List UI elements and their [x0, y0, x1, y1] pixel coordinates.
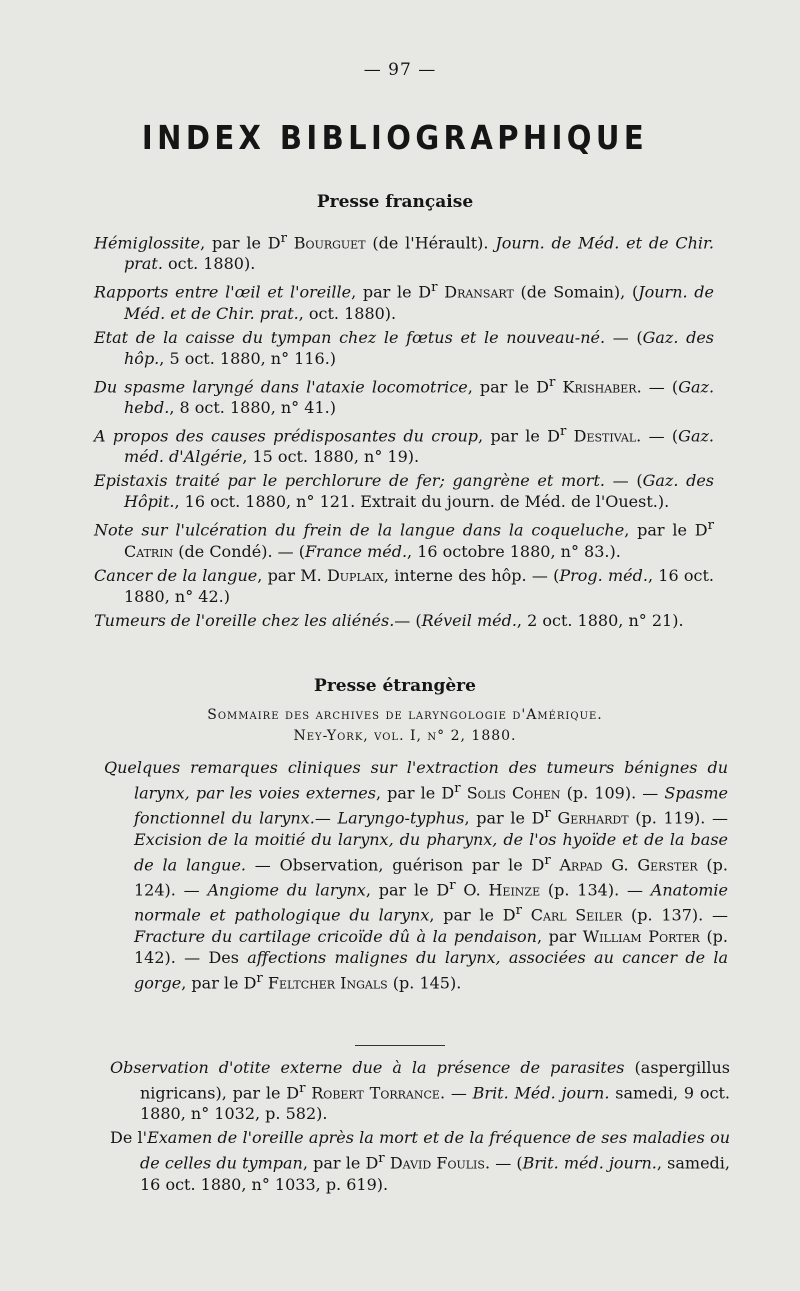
archive-subtitle: Sommaire des archives de laryngologie d'Amérique.: [207, 707, 603, 723]
bib-entry: Tumeurs de l'oreille chez les aliénés.— (Réveil méd., 2 oct. 1880, n° 21).: [94, 610, 684, 630]
separator-rule: [355, 1045, 445, 1046]
bib-entry: Du spasme laryngé dans l'ataxie locomotrice, par le $D^r$ Krishaber. — (Gaz. hebd., 8 oct. 1880, n° 41.): [94, 374, 715, 417]
bib-entry: Epistaxis traité par le perchlorure de fer; gangrène et mort. — (Gaz. des Hôpit., 16 oct. 1880, n° 121. Extrait du journ. de Méd. de l'Ouest.).: [94, 471, 714, 512]
french-entries: [94, 228, 714, 634]
bib-entry: Observation d'otite externe due à la présence de parasites (aspergillus nigricans), par le $D^r$ Robert Torrance. — Brit. Méd. journ. samedi, 9 oct. 1880, n° 1032, p. 582).: [110, 1058, 730, 1124]
section-heading-foreign: Presse étrangère: [314, 676, 476, 696]
archive-volume: Ney-York, vol. I, n° 2, 1880.: [293, 728, 517, 744]
bib-entry: Hémiglossite, par le $D^r$ Bourguet (de l'Hérault). Journ. de Méd. et de Chir. prat. oct. 1880).: [94, 231, 715, 274]
section-heading-french: Presse française: [316, 192, 474, 212]
bib-entry: Etat de la caisse du tympan chez le fœtus et le nouveau-né. — (Gaz. des hôp., 5 oct. 1880, n° 116.): [94, 327, 715, 368]
bib-entry: De l'Examen de l'oreille après la mort et de la fréquence de ses maladies ou de celles du tympan, par le $D^r$ David Foulis. — (Brit. méd. journ., samedi, 16 oct. 1880, n° 1033, p. 619).: [110, 1128, 731, 1194]
other-entries: [110, 1057, 730, 1198]
page-number: — 97 —: [363, 60, 437, 80]
bib-entry: Cancer de la langue, par M. Duplaix, interne des hôp. — (Prog. méd., 16 oct. 1880, n° 42.): [94, 565, 714, 606]
bib-entry: Rapports entre l'œil et l'oreille, par le $D^r$ Dransart (de Somain), (Journ. de Méd. et de Chir. prat., oct. 1880).: [94, 280, 715, 323]
bib-entry: Note sur l'ulcération du frein de la langue dans la coqueluche, par le $D^r$ Catrin (de Condé). — (France méd., 16 octobre 1880, n° 83.).: [94, 518, 715, 561]
foreign-entries: [104, 757, 728, 996]
bib-entry: Quelques remarques cliniques sur l'extraction des tumeurs bénignes du larynx, par les voies externes, par le $D^r$ Solis Cohen (p. 109). — Spasme fonctionnel du larynx.— Laryngo-typhus, par le $D^r$ Gerhardt (p. 119). — Excision de la moitié du larynx, du pharynx, de l'os hyoïde et de la base de la langue. — Observation, guérison par le $D^r$ Arpad G. Gerster (p. 124). — Angiome du larynx, par le $D^r$ O. Heinze (p. 134). — Anatomie normale et pathologique du larynx, par le $D^r$ Carl Seiler (p. 137). — Fracture du cartilage cricoïde dû à la pendaison, par William Porter (p. 142). — Des affections malignes du larynx, associées au cancer de la gorge, par le $D^r$ Feltcher Ingals (p. 145).: [104, 758, 729, 992]
bib-entry: A propos des causes prédisposantes du croup, par le $D^r$ Destival. — (Gaz. méd. d'Algérie, 15 oct. 1880, n° 19).: [94, 423, 714, 467]
page-title: INDEX BIBLIOGRAPHIQUE: [141, 118, 649, 157]
